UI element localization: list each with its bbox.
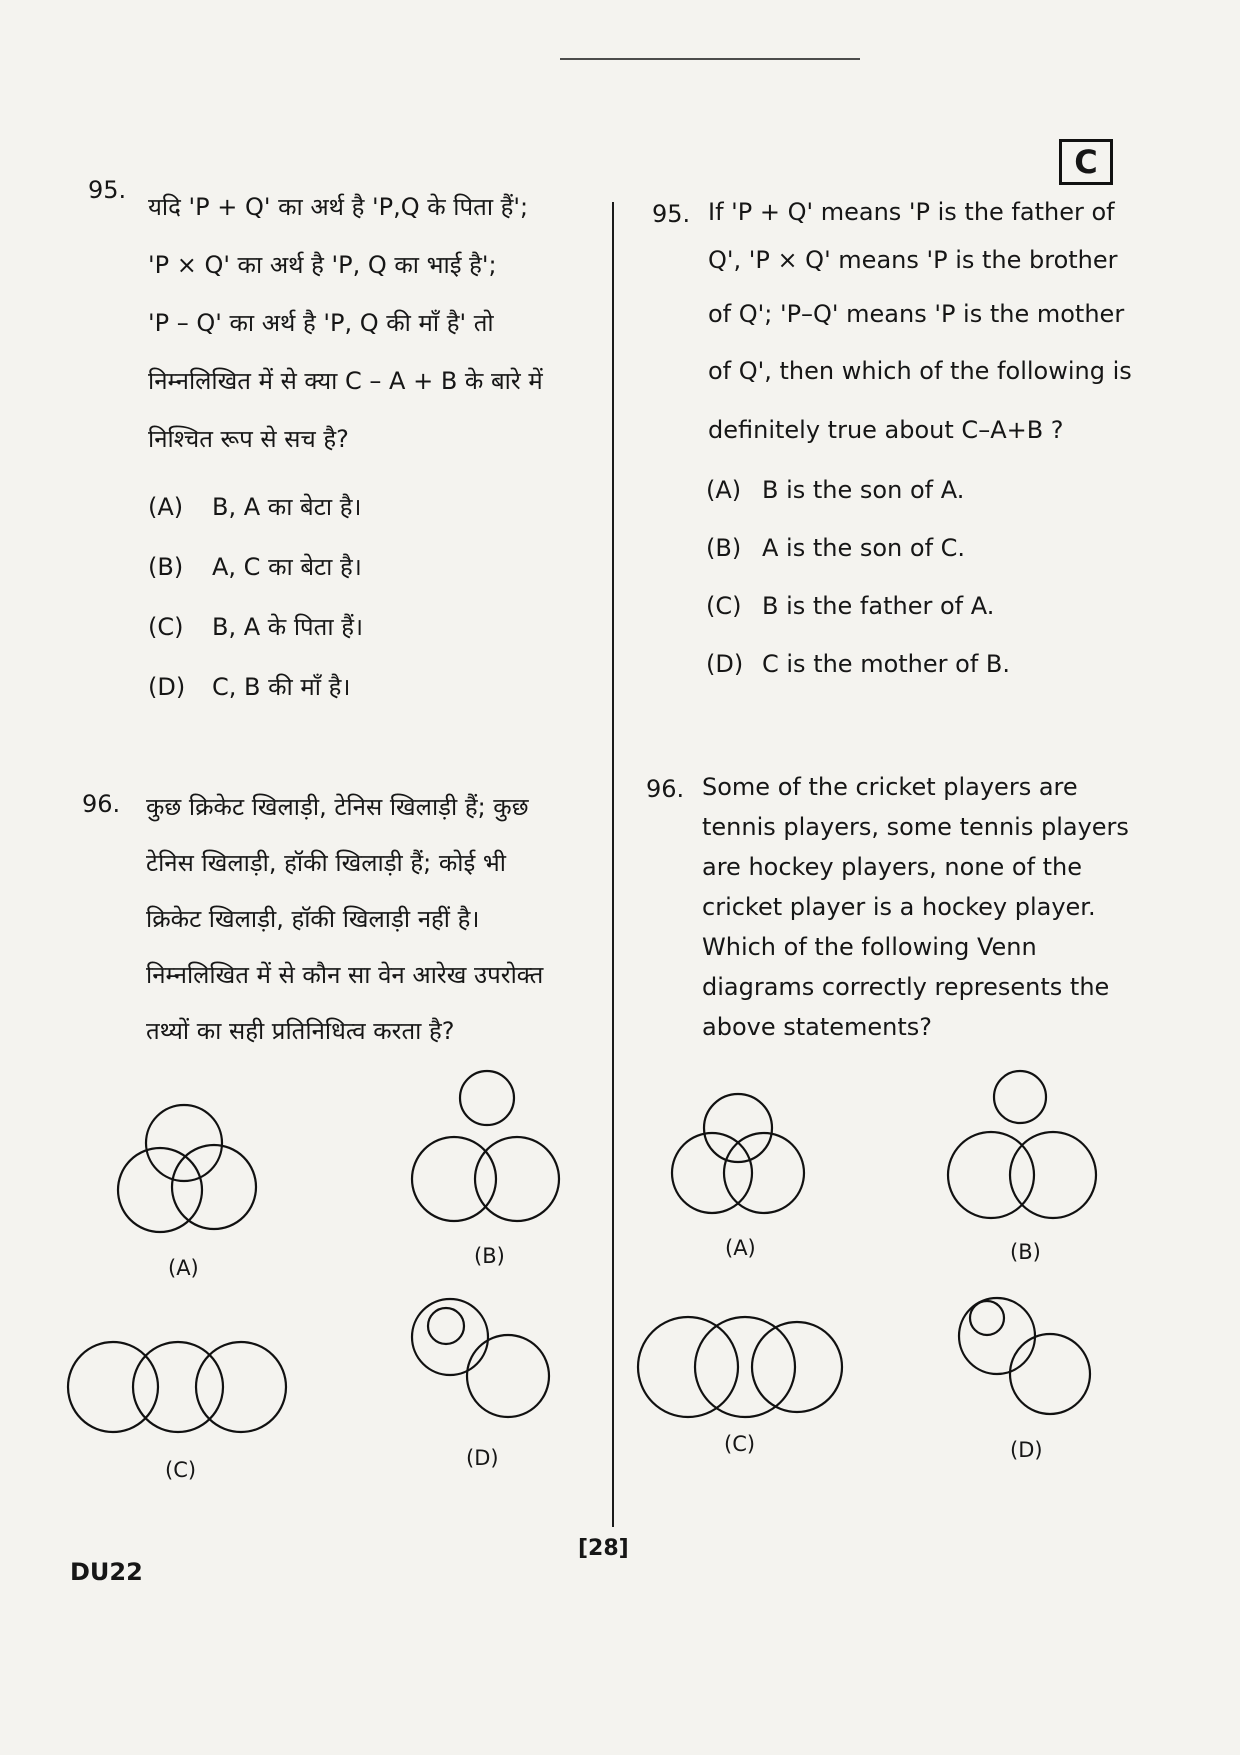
venn-circle: [172, 1145, 256, 1229]
question-number: 96.: [646, 775, 685, 803]
question-line: टेनिस खिलाड़ी, हॉकी खिलाड़ी हैं; कोई भी: [146, 849, 506, 877]
question-line: 'P – Q' का अर्थ है 'P, Q की माँ है' तो: [148, 309, 494, 337]
venn-diagram-c: [630, 1310, 850, 1430]
venn-circle: [695, 1317, 795, 1417]
top-rule: [560, 58, 860, 60]
question-line: निम्नलिखित में से कौन सा वेन आरेख उपरोक्त: [146, 961, 544, 989]
venn-label-d: (D): [1010, 1438, 1043, 1462]
venn-circle: [752, 1322, 842, 1412]
option-b: (B) A is the son of C.: [706, 534, 966, 562]
set-code-box: C: [1059, 139, 1113, 185]
question-line: definitely true about C–A+B ?: [708, 416, 1064, 444]
question-line: of Q'; 'P–Q' means 'P is the mother: [708, 300, 1125, 328]
question-line: निम्नलिखित में से क्या C – A + B के बारे में: [148, 367, 543, 395]
venn-circle: [638, 1317, 738, 1417]
column-divider: [612, 202, 614, 1527]
venn-label-c: (C): [165, 1458, 197, 1482]
venn-diagram-a: [90, 1090, 270, 1240]
venn-label-c: (C): [724, 1432, 756, 1456]
venn-circle: [412, 1137, 496, 1221]
venn-circle: [1010, 1132, 1096, 1218]
question-line: Some of the cricket players are: [702, 773, 1078, 801]
venn-diagram-b: [400, 1060, 580, 1230]
venn-label-a: (A): [725, 1236, 756, 1260]
question-line: cricket player is a hockey player.: [702, 893, 1096, 921]
venn-circle: [428, 1308, 464, 1344]
venn-circle: [475, 1137, 559, 1221]
venn-label-a: (A): [168, 1256, 199, 1280]
option-d: (D) C is the mother of B.: [706, 650, 1011, 678]
venn-circle: [672, 1133, 752, 1213]
paper-code: DU22: [70, 1558, 143, 1586]
question-line: are hockey players, none of the: [702, 853, 1083, 881]
question-line: क्रिकेट खिलाड़ी, हॉकी खिलाड़ी नहीं है।: [146, 905, 480, 933]
venn-circle: [146, 1105, 222, 1181]
question-line: If 'P + Q' means 'P is the father of: [708, 198, 1115, 226]
venn-circle: [704, 1094, 772, 1162]
venn-label-d: (D): [466, 1446, 499, 1470]
option-d: (D) C, B की माँ है।: [148, 673, 351, 701]
question-line: तथ्यों का सही प्रतिनिधित्व करता है?: [146, 1017, 455, 1045]
venn-label-b: (B): [1010, 1240, 1041, 1264]
question-line: Which of the following Venn: [702, 933, 1037, 961]
question-line: 'P × Q' का अर्थ है 'P, Q का भाई है';: [148, 251, 497, 279]
option-a: (A) B is the son of A.: [706, 476, 965, 504]
question-line: कुछ क्रिकेट खिलाड़ी, टेनिस खिलाड़ी हैं; कुछ: [146, 793, 529, 821]
option-c: (C) B, A के पिता हैं।: [148, 613, 364, 641]
page-number: [28]: [578, 1536, 629, 1561]
option-b: (B) A, C का बेटा है।: [148, 553, 362, 581]
venn-label-b: (B): [474, 1244, 505, 1268]
question-line: निश्चित रूप से सच है?: [148, 425, 349, 453]
question-number: 95.: [652, 200, 691, 228]
venn-circle: [412, 1299, 488, 1375]
question-line: Q', 'P × Q' means 'P is the brother: [708, 246, 1118, 274]
venn-diagram-c: [60, 1320, 300, 1450]
venn-diagram-a: [660, 1080, 830, 1220]
venn-circle: [1010, 1334, 1090, 1414]
venn-circle: [959, 1298, 1035, 1374]
venn-circle: [994, 1071, 1046, 1123]
venn-diagram-d: [400, 1290, 570, 1440]
venn-diagram-d: [950, 1290, 1100, 1440]
question-line: of Q', then which of the following is: [708, 357, 1132, 385]
venn-circle: [196, 1342, 286, 1432]
venn-diagram-b: [940, 1065, 1110, 1235]
venn-circle: [724, 1133, 804, 1213]
option-a: (A) B, A का बेटा है।: [148, 493, 362, 521]
venn-circle: [118, 1148, 202, 1232]
venn-circle: [460, 1071, 514, 1125]
venn-circle: [970, 1301, 1004, 1335]
option-c: (C) B is the father of A.: [706, 592, 995, 620]
question-number: 95.: [88, 176, 127, 204]
venn-circle: [467, 1335, 549, 1417]
question-line: diagrams correctly represents the: [702, 973, 1110, 1001]
question-number: 96.: [82, 790, 121, 818]
question-line: यदि 'P + Q' का अर्थ है 'P,Q के पिता हैं';: [148, 193, 529, 221]
question-line: above statements?: [702, 1013, 933, 1041]
question-line: tennis players, some tennis players: [702, 813, 1129, 841]
